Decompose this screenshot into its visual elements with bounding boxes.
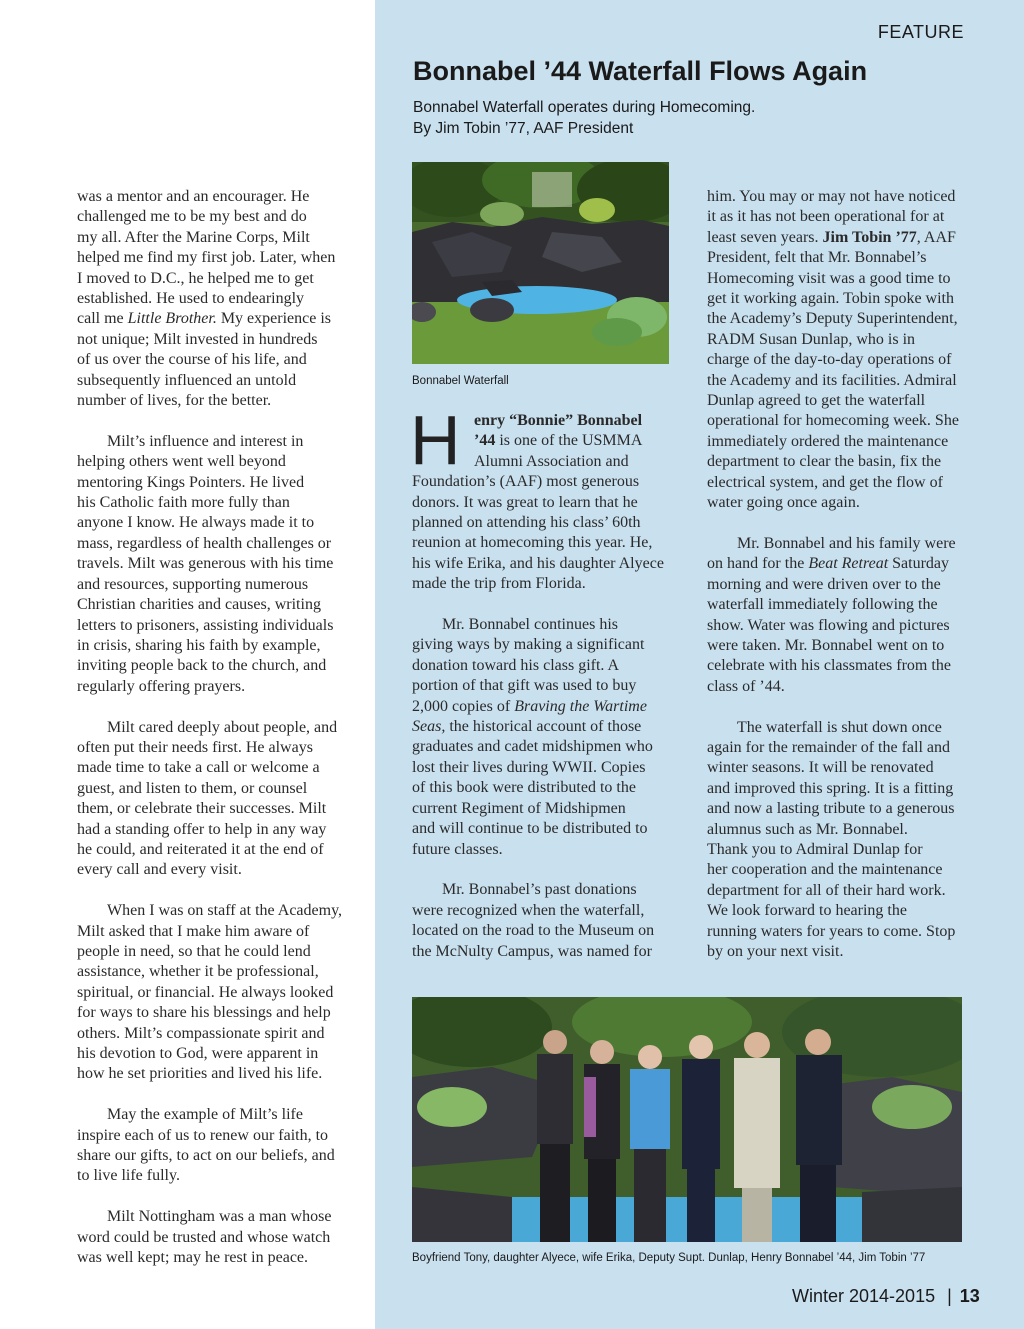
text-line: the Academy’s Deputy Superintendent,	[707, 310, 958, 328]
text-line: in crisis, sharing his faith by example,	[77, 636, 321, 654]
text-line: Thank you to Admiral Dunlap for	[707, 840, 923, 858]
text-line: inspire each of us to renew our faith, to	[77, 1126, 329, 1144]
text-line: winter seasons. It will be renovated	[707, 759, 934, 777]
text-line: not unique; Milt invested in hundreds	[77, 330, 318, 348]
text-line: portion of that gift was used to buy	[412, 677, 637, 695]
italic-nickname: Little Brother.	[127, 310, 217, 328]
text-line	[412, 411, 677, 431]
section-label: FEATURE	[877, 22, 964, 42]
subhead-line: Bonnabel Waterfall operates during Homecoming.	[413, 99, 756, 116]
italic-book-title: Braving the Wartime	[514, 697, 647, 715]
text-line: people in need, so that he could lend	[77, 942, 311, 960]
text-line: alumnus such as Mr. Bonnabel.	[707, 820, 908, 838]
text-line: letters to prisoners, assisting individuals	[77, 616, 334, 634]
text-line: he could, and reiterated it at the end of	[77, 840, 324, 858]
text-line: running waters for years to come. Stop	[707, 922, 956, 940]
text-line: him. You may or may not have noticed	[707, 188, 956, 205]
text-line: made time to take a call or welcome a	[77, 759, 320, 777]
text-line: Mr. Bonnabel’s past donations	[442, 881, 637, 899]
text-line: located on the road to the Museum on	[412, 922, 655, 940]
text-line: Mr. Bonnabel continues his	[442, 616, 618, 634]
text-line: charge of the day-to-day operations of	[707, 351, 952, 369]
text-line: established. He used to endearingly	[77, 290, 305, 308]
paragraph	[707, 718, 972, 963]
text-line: to live life fully.	[77, 1167, 180, 1185]
text-line: The waterfall is shut down once	[737, 718, 942, 736]
text-line: his Catholic faith more fully than	[77, 494, 290, 512]
text-line: operational for homecoming week. She	[707, 412, 959, 430]
text-line: helped me find my first job. Later, when	[77, 249, 336, 267]
text-line: reunion at homecoming this year. He,	[412, 534, 653, 552]
text-line: graduates and cadet midshipmen who	[412, 738, 653, 756]
paragraph	[707, 187, 972, 514]
text-line: and improved this spring. It is a fitting	[707, 779, 954, 797]
text-line: them, or celebrate their successes. Milt	[77, 800, 327, 818]
middle-column-text	[412, 411, 677, 982]
text-line: and will continue to be distributed to	[412, 820, 648, 838]
text-line: my all. After the Marine Corps, Milt	[77, 228, 310, 246]
text-line: subsequently influenced an untold	[77, 371, 297, 389]
text-line: and resources, supporting numerous	[77, 575, 309, 593]
text-line: Christian charities and causes, writing	[77, 596, 321, 614]
text-line: regularly offering prayers.	[77, 677, 246, 695]
text-line: spiritual, or financial. He always looked	[77, 983, 334, 1001]
paragraph	[77, 187, 357, 411]
paragraph	[77, 718, 357, 881]
text-line: We look forward to hearing the	[707, 902, 907, 920]
text-line: Milt cared deeply about people, and	[107, 718, 338, 736]
paragraph	[77, 432, 357, 697]
text-line: morning and were driven over to the	[707, 575, 941, 593]
text-line: guest, and listen to them, or counsel	[77, 779, 308, 797]
text-line: giving ways by making a significant	[412, 636, 645, 654]
text-line: electrical system, and get the flow of	[707, 473, 943, 491]
text-line: Homecoming visit was a good time to	[707, 269, 951, 287]
text-line: Alumni Association and	[474, 452, 629, 470]
text-line: donation toward his class gift. A	[412, 656, 620, 674]
group-photo	[412, 997, 962, 1242]
text-line: May the example of Milt’s life	[107, 1106, 303, 1124]
paragraph	[412, 411, 677, 595]
text-line: the Academy and its facilities. Admiral	[707, 371, 957, 389]
text-line: immediately ordered the maintenance	[707, 432, 949, 450]
text-line: was well kept; may he rest in peace.	[77, 1249, 309, 1267]
page-footer	[792, 1286, 980, 1307]
text-line: waterfall immediately following the	[707, 596, 938, 614]
paragraph	[77, 901, 357, 1085]
text-line: assistance, whether it be professional,	[77, 963, 319, 981]
text-line: Mr. Bonnabel and his family were	[737, 534, 956, 552]
paragraph	[707, 534, 972, 697]
text-line: challenged me to be my best and do	[77, 208, 307, 226]
text-line: his wife Erika, and his daughter Alyece	[412, 554, 664, 572]
text-line: mentoring Kings Pointers. He lived	[77, 473, 305, 491]
text-line: department to clear the basin, fix the	[707, 453, 942, 471]
text-line: others. Milt’s compassionate spirit and	[77, 1024, 325, 1042]
text-line: for ways to share his blessings and help	[77, 1004, 331, 1022]
text-line: lost their lives during WWII. Copies	[412, 758, 646, 776]
text-line: the McNulty Campus, was named for	[412, 942, 652, 960]
byline: By Jim Tobin ’77, AAF President	[413, 120, 634, 137]
person-erika	[630, 1045, 670, 1242]
text-line: 2,000 copies of Braving the Wartime	[412, 697, 647, 715]
text-line: how he set priorities and lived his life.	[77, 1065, 323, 1083]
waterfall-image	[412, 162, 669, 364]
text-line: current Regiment of Midshipmen	[412, 799, 626, 817]
text-line: on hand for the Beat Retreat Saturday	[707, 555, 950, 573]
text-line: call me Little Brother. My experience is	[77, 310, 332, 328]
text-line: had a standing offer to help in any way	[77, 820, 327, 838]
text-line: Seas, the historical account of those	[412, 718, 642, 736]
text-line: of this book were distributed to the	[412, 779, 636, 797]
paragraph	[77, 1207, 357, 1268]
paragraph	[77, 1105, 357, 1187]
text-line: get it working again. Tobin spoke with	[707, 290, 954, 308]
text-line: water going once again.	[707, 494, 860, 512]
text-line: ’44 is one of the USMMA	[474, 432, 643, 450]
text-line: and now a lasting tribute to a generous	[707, 800, 955, 818]
text-line: donors. It was great to learn that he	[412, 493, 638, 511]
issue-label: Winter 2014-2015	[792, 1286, 936, 1306]
text-line: number of lives, for the better.	[77, 392, 272, 410]
text-line: was a mentor and an encourager. He	[77, 188, 310, 205]
article-subhead	[413, 97, 755, 139]
text-line: often put their needs first. He always	[77, 738, 313, 756]
text-line: I moved to D.C., he helped me to get	[77, 269, 314, 287]
bold-name: enry “Bonnie” Bonnabel	[474, 412, 643, 429]
text-line: class of ’44.	[707, 677, 785, 695]
text-line: Foundation’s (AAF) most generous	[412, 473, 640, 491]
footer-separator: |	[947, 1286, 952, 1306]
text-line: his devotion to God, were apparent in	[77, 1045, 319, 1063]
article-headline: Bonnabel ’44 Waterfall Flows Again	[413, 56, 868, 86]
text-line: share our gifts, to act on our beliefs, and	[77, 1147, 335, 1165]
text-line: were taken. Mr. Bonnabel went on to	[707, 636, 945, 654]
person-alyece	[584, 1040, 620, 1242]
text-line: President, felt that Mr. Bonnabel’s	[707, 249, 927, 267]
text-line: anyone I know. He always made it to	[77, 514, 315, 532]
text-line: Milt’s influence and interest in	[107, 432, 304, 450]
text-line: travels. Milt was generous with his time	[77, 555, 334, 573]
text-line: future classes.	[412, 840, 503, 858]
drop-cap: H	[410, 401, 461, 479]
text-line: Milt Nottingham was a man whose	[107, 1208, 332, 1226]
text-line: mass, regardless of health challenges or	[77, 534, 332, 552]
italic-event-name: Beat Retreat	[808, 555, 889, 573]
text-line: When I was on staff at the Academy,	[107, 902, 343, 920]
text-line: inviting people back to the church, and	[77, 657, 327, 675]
text-line: every call and every visit.	[77, 861, 242, 879]
text-line: Dunlap agreed to get the waterfall	[707, 392, 926, 410]
text-line: show. Water was flowing and pictures	[707, 616, 950, 634]
person-tony	[537, 1030, 573, 1242]
text-line: were recognized when the waterfall,	[412, 901, 645, 919]
text-line: again for the remainder of the fall and	[707, 738, 950, 756]
text-line: least seven years. Jim Tobin ’77, AAF	[707, 228, 956, 246]
photo-caption: Boyfriend Tony, daughter Alyece, wife Erika, Deputy Supt. Dunlap, Henry Bonnabel ’44, Jim Tobin ’77	[412, 1252, 926, 1264]
text-line: her cooperation and the maintenance	[707, 861, 943, 879]
text-line: Milt asked that I make him aware of	[77, 922, 310, 940]
right-column-text	[707, 187, 972, 983]
text-line: RADM Susan Dunlap, who is in	[707, 330, 916, 348]
group-image	[412, 997, 962, 1242]
waterfall-photo	[412, 162, 669, 364]
paragraph	[412, 615, 677, 860]
text-line: it as it has not been operational for at	[707, 208, 945, 226]
text-line: by on your next visit.	[707, 943, 844, 960]
person-tobin	[796, 1029, 842, 1242]
text-line: word could be trusted and whose watch	[77, 1228, 331, 1246]
text-line: celebrate with his classmates from the	[707, 657, 951, 675]
photo-caption: Bonnabel Waterfall	[412, 375, 509, 387]
person-dunlap	[682, 1035, 720, 1242]
left-column-text	[77, 187, 357, 1289]
paragraph	[412, 880, 677, 962]
text-line: department for all of their hard work.	[707, 881, 946, 899]
page-number: 13	[959, 1286, 980, 1306]
text-line: helping others went well beyond	[77, 453, 286, 471]
text-line: made the trip from Florida.	[412, 575, 586, 593]
text-line: planned on attending his class’ 60th	[412, 514, 641, 532]
text-line: of us over the course of his life, and	[77, 351, 307, 369]
bold-name: Jim Tobin ’77	[822, 228, 917, 246]
